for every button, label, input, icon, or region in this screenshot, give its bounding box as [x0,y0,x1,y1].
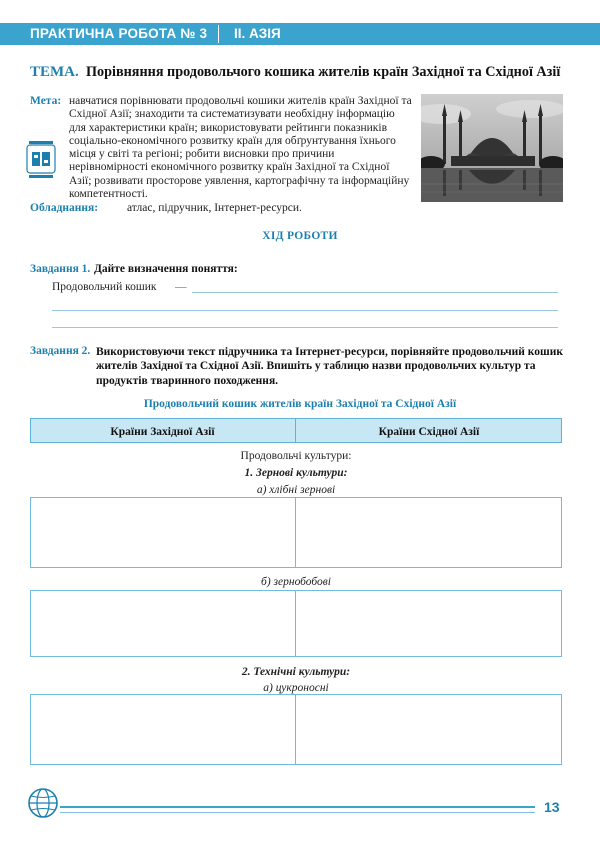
topic-label: ТЕМА. [30,64,79,80]
task2-label: Завдання 2. [30,345,91,357]
section-title: ІІ. АЗІЯ [234,26,281,41]
answer-line[interactable] [52,310,558,311]
column-header-east: Країни Східної Азії [378,426,480,438]
task2-text: Використовуючи текст підручника та Інтернет-ресурси, порівняйте продовольчий кошик жителів Західної та Східної Азії. Впишіть у таблицю назви продовольчих культур та продуктів тваринного походження. [96,346,563,387]
cell-divider [295,694,296,765]
answer-line[interactable] [192,292,558,293]
cell-divider [295,497,296,568]
goal-label: Мета: [30,95,62,107]
column-header-west: Країни Західної Азії [110,426,215,438]
task1-label: Завдання 1. [30,263,91,275]
globe-icon [26,786,60,820]
mosque-photo [421,94,563,202]
task1-text: Дайте визначення поняття: [94,263,238,275]
footer-line [60,806,535,808]
equipment-label: Обладнання: [30,202,99,214]
term-label: Продовольчий кошик [52,281,157,293]
answer-line[interactable] [52,327,558,328]
sugar-crops-heading: а) цукроносні [263,682,329,694]
term-dash: — [175,281,187,293]
requirements-icon [26,140,56,180]
legumes-heading: б) зернобобові [261,576,331,588]
work-title: ПРАКТИЧНА РОБОТА № 3 [30,26,208,41]
bread-grains-heading: а) хлібні зернові [256,484,336,496]
answer-cell-bread-grains[interactable] [30,497,562,568]
answer-cell-legumes[interactable] [30,590,562,657]
equipment-text: атлас, підручник, Інтернет-ресурси. [127,202,302,214]
footer-line-thin [60,812,535,813]
cell-divider [295,590,296,657]
progress-title: ХІД РОБОТИ [262,230,338,242]
grain-crops-heading: 1. Зернові культури: [244,467,348,479]
header-separator [218,25,219,43]
answer-cell-sugar-crops[interactable] [30,694,562,765]
technical-crops-heading: 2. Технічні культури: [241,666,351,678]
topic-text: Порівняння продовольчого кошика жителів країн Західної та Східної Азії [86,64,561,80]
goal-text: навчатися порівнювати продовольчі кошики жителів країн Західної та Східної Азії; знаходити та систематизувати необхідну інформацію для характеристики країн; використовувати рейтинги показників соціально-економічного розвитку країн для обґрунтування їхнього місця у світі та регіоні; робити висновки про причини нерівномірності економічного розвитку країн Західної та Східної Азії; розвивати просторове уявлення, картографічну та інформаційну компетентності. [69,95,412,201]
table-caption: Продовольчий кошик жителів країн Західної та Східної Азії [143,398,457,410]
page-number: 13 [544,799,560,815]
food-crops-heading: Продовольчі культури: [240,450,352,462]
